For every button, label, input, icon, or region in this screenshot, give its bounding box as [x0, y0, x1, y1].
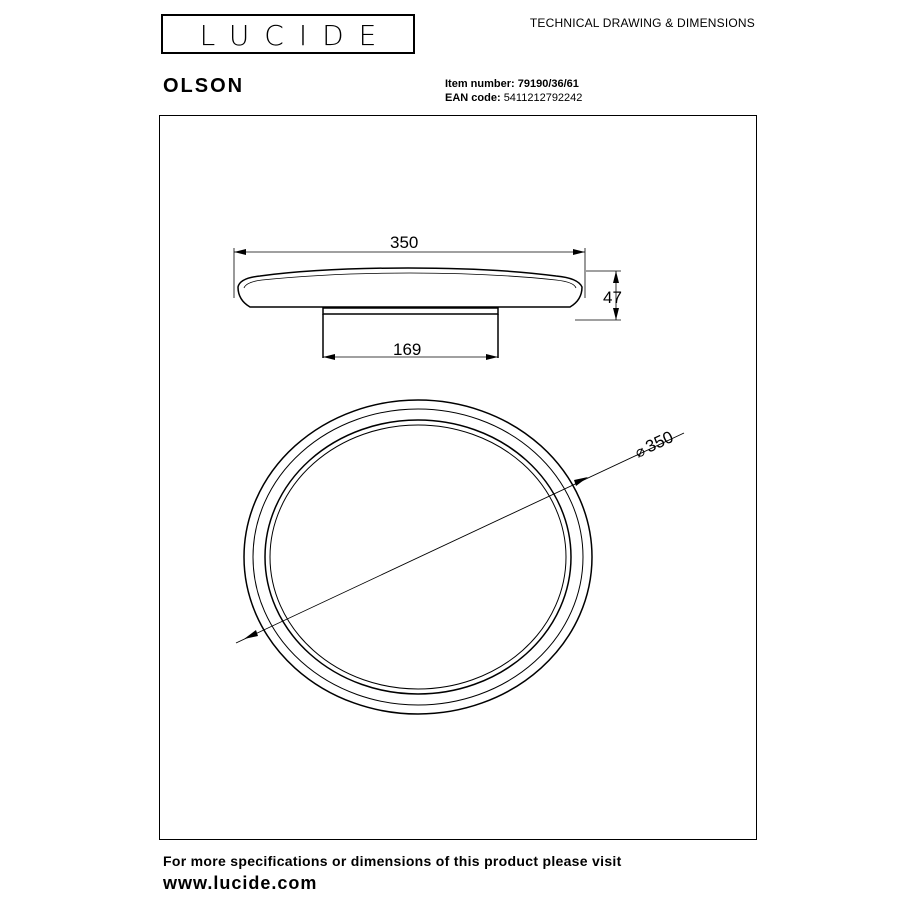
outer-ring	[244, 400, 592, 714]
item-number-value: 79190/36/61	[517, 78, 579, 90]
side-view	[234, 248, 621, 360]
diameter-label-group	[632, 427, 677, 461]
width-arrow-left	[234, 249, 246, 255]
outer-ring-inner	[253, 409, 583, 705]
width-arrow-right	[573, 249, 585, 255]
width-label: 350	[390, 233, 419, 252]
diameter-arrow-left	[244, 630, 258, 639]
height-label: 47	[603, 288, 622, 307]
base-arrow-right	[486, 354, 498, 360]
diameter-label: 350	[642, 427, 677, 457]
item-number-label: Item number:	[445, 78, 515, 90]
footer-url[interactable]: www.lucide.com	[163, 873, 318, 893]
diameter-line	[236, 433, 684, 643]
base-width-label: 169	[393, 340, 422, 359]
ean-code-value: 5411212792242	[503, 92, 583, 104]
logo-text: LUCIDE	[199, 19, 392, 52]
lamp-body-inner-line	[244, 273, 576, 288]
document-title: TECHNICAL DRAWING & DIMENSIONS	[529, 16, 755, 30]
mounting-base	[323, 308, 498, 314]
diameter-arrow-right	[574, 477, 588, 486]
footer-note: For more specifications or dimensions of this product please visit	[163, 853, 622, 869]
base-arrow-left	[323, 354, 335, 360]
diameter-symbol: ⌀	[632, 442, 648, 462]
product-name: OLSON	[163, 75, 245, 97]
ean-code-label: EAN code:	[445, 92, 501, 104]
inner-ring-inner	[270, 425, 566, 689]
inner-ring	[265, 420, 571, 694]
height-arrow-bottom	[613, 308, 619, 320]
height-arrow-top	[613, 271, 619, 283]
top-view	[236, 400, 684, 714]
lamp-body-side	[238, 268, 582, 307]
